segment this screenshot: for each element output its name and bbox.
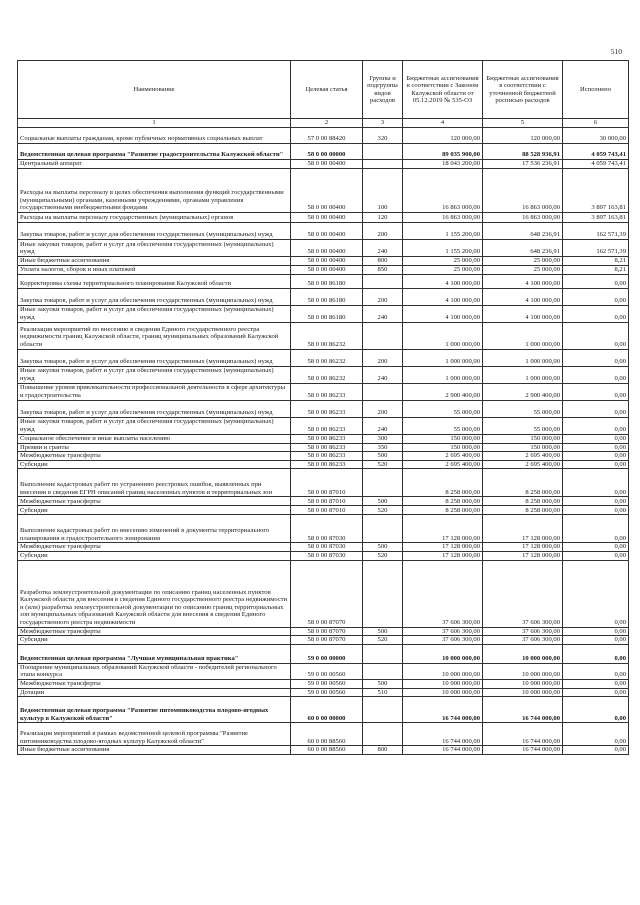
row-name: Закупка товаров, работ и услуг для обеспечения государственных (муниципальных) нужд — [18, 223, 291, 240]
row-target-article: 58 0 00 87030 — [291, 543, 363, 552]
header-target-article: Целевая статья — [291, 61, 363, 119]
column-number: 5 — [483, 119, 563, 128]
table-row — [18, 349, 629, 366]
row-name: Разработка землеустроительной документации по описанию границ населенных пунктов Калужской области для внесения в сведения Единого государственного реестра недвижимости и (или) разработка землеустроительной документации по описанию границ территориальных зон муниципальных образований Калужской области для внесения в сведения Единого государственного реестра недвижимости — [18, 560, 291, 627]
row-law-allocation: 1 155 200,00 — [403, 223, 483, 240]
row-law-allocation: 37 606 300,00 — [403, 636, 483, 645]
row-expense-group: 520 — [363, 506, 403, 515]
row-law-allocation: 2 900 400,00 — [403, 383, 483, 400]
row-target-article: 58 0 00 86233 — [291, 400, 363, 417]
row-refined-allocation: 648 236,91 — [483, 223, 563, 240]
row-target-article: 58 0 00 00000 — [291, 144, 363, 160]
table-row — [18, 746, 629, 755]
row-refined-allocation: 1 000 000,00 — [483, 366, 563, 383]
row-refined-allocation: 8 258 000,00 — [483, 506, 563, 515]
table-row — [18, 551, 629, 560]
row-name: Межбюджетные трансферты — [18, 679, 291, 688]
table-row — [18, 543, 629, 552]
row-refined-allocation: 16 744 000,00 — [483, 723, 563, 746]
row-expense-group — [363, 160, 403, 169]
row-executed: 0,00 — [563, 723, 629, 746]
row-law-allocation: 4 100 000,00 — [403, 288, 483, 305]
row-name: Корректировка схемы территориального планирования Калужской области — [18, 274, 291, 288]
header-name: Наименование — [18, 61, 291, 119]
table-row — [18, 688, 629, 697]
table-row — [18, 560, 629, 627]
row-target-article: 58 0 00 87030 — [291, 551, 363, 560]
row-law-allocation: 16 744 000,00 — [403, 723, 483, 746]
row-law-allocation: 8 258 000,00 — [403, 506, 483, 515]
table-row — [18, 644, 629, 663]
row-refined-allocation: 4 100 000,00 — [483, 288, 563, 305]
row-target-article: 58 0 00 87030 — [291, 515, 363, 543]
row-executed: 0,00 — [563, 515, 629, 543]
row-refined-allocation: 16 744 000,00 — [483, 746, 563, 755]
row-expense-group: 350 — [363, 443, 403, 452]
row-name: Реализация мероприятий по внесению в сведения Единого государственного реестра недвижимости границ Калужской области, границ муниципальных образований Калужской области — [18, 322, 291, 349]
row-target-article: 58 0 00 00400 — [291, 240, 363, 257]
table-row — [18, 257, 629, 266]
row-expense-group — [363, 322, 403, 349]
row-executed: 0,00 — [563, 644, 629, 663]
row-expense-group: 200 — [363, 349, 403, 366]
column-number: 6 — [563, 119, 629, 128]
row-law-allocation: 1 155 200,00 — [403, 240, 483, 257]
row-expense-group — [363, 274, 403, 288]
row-target-article: 58 0 00 87070 — [291, 560, 363, 627]
row-name: Ведомственная целевая программа "Лучшая муниципальная практика" — [18, 644, 291, 663]
table-row — [18, 434, 629, 443]
table-row — [18, 160, 629, 169]
column-number-row — [18, 119, 629, 128]
table-row — [18, 452, 629, 461]
row-name: Выполнение кадастровых работ по внесению изменений в документы территориального планирования и градостроительного зонирования — [18, 515, 291, 543]
row-expense-group: 240 — [363, 240, 403, 257]
table-row — [18, 213, 629, 223]
table-row — [18, 497, 629, 506]
row-target-article: 60 0 00 88560 — [291, 746, 363, 755]
table-body — [18, 128, 629, 755]
row-executed: 0,00 — [563, 663, 629, 679]
row-target-article: 59 0 00 00000 — [291, 644, 363, 663]
row-name: Иные закупки товаров, работ и услуг для обеспечения государственных (муниципальных) нужд — [18, 240, 291, 257]
row-target-article: 58 0 00 86233 — [291, 460, 363, 469]
row-law-allocation: 25 000,00 — [403, 257, 483, 266]
row-law-allocation: 120 000,00 — [403, 128, 483, 144]
row-law-allocation: 25 000,00 — [403, 265, 483, 274]
row-executed: 0,00 — [563, 627, 629, 636]
table-row — [18, 322, 629, 349]
row-law-allocation: 37 606 300,00 — [403, 560, 483, 627]
row-law-allocation: 18 043 200,00 — [403, 160, 483, 169]
row-executed: 162 571,39 — [563, 240, 629, 257]
row-law-allocation: 10 000 000,00 — [403, 644, 483, 663]
table-row — [18, 400, 629, 417]
row-executed: 0,00 — [563, 543, 629, 552]
table-row — [18, 366, 629, 383]
table-row — [18, 383, 629, 400]
row-refined-allocation: 37 606 300,00 — [483, 560, 563, 627]
row-law-allocation: 17 128 000,00 — [403, 551, 483, 560]
row-executed: 0,00 — [563, 636, 629, 645]
row-name: Поощрение муниципальных образований Калужской области - победителей регионального этапа конкурса — [18, 663, 291, 679]
table-row — [18, 417, 629, 434]
row-name: Ведомственная целевая программа "Развитие питомниководства плодово-ягодных культур в Калужской области" — [18, 697, 291, 723]
row-name: Уплата налогов, сборов и иных платежей — [18, 265, 291, 274]
row-executed: 0,00 — [563, 400, 629, 417]
row-law-allocation: 10 000 000,00 — [403, 663, 483, 679]
row-executed: 0,00 — [563, 417, 629, 434]
row-refined-allocation: 8 258 000,00 — [483, 469, 563, 497]
row-refined-allocation: 16 863 000,00 — [483, 213, 563, 223]
row-refined-allocation: 10 000 000,00 — [483, 679, 563, 688]
row-target-article: 58 0 00 86233 — [291, 443, 363, 452]
header-expense-group: Группы и подгруппы видов расходов — [363, 61, 403, 119]
row-name: Дотации — [18, 688, 291, 697]
row-target-article: 58 0 00 86180 — [291, 288, 363, 305]
row-expense-group: 800 — [363, 746, 403, 755]
table-row — [18, 169, 629, 213]
row-refined-allocation: 17 536 236,91 — [483, 160, 563, 169]
row-target-article: 58 0 00 87010 — [291, 469, 363, 497]
row-expense-group — [363, 383, 403, 400]
row-expense-group: 510 — [363, 688, 403, 697]
row-target-article: 58 0 00 87070 — [291, 627, 363, 636]
row-refined-allocation: 16 863 000,00 — [483, 169, 563, 213]
row-executed: 3 897 163,81 — [563, 213, 629, 223]
row-expense-group: 500 — [363, 452, 403, 461]
row-executed: 162 571,39 — [563, 223, 629, 240]
header-refined-allocation: Бюджетные ассигнования в соответствии с уточненной бюджетной росписью расходов — [483, 61, 563, 119]
row-name: Закупка товаров, работ и услуг для обеспечения государственных (муниципальных) нужд — [18, 349, 291, 366]
table-row — [18, 223, 629, 240]
row-target-article: 58 0 00 00400 — [291, 223, 363, 240]
row-refined-allocation: 2 695 400,00 — [483, 452, 563, 461]
row-law-allocation: 1 000 000,00 — [403, 366, 483, 383]
row-expense-group: 500 — [363, 679, 403, 688]
row-law-allocation: 17 128 000,00 — [403, 515, 483, 543]
row-name: Иные закупки товаров, работ и услуг для обеспечения государственных (муниципальных) нужд — [18, 305, 291, 322]
row-refined-allocation: 150 000,00 — [483, 434, 563, 443]
row-name: Выполнение кадастровых работ по устранению реестровых ошибок, выявленных при внесении в сведения ЕГРН описаний границ населенных пунктов и территориальных зон — [18, 469, 291, 497]
row-expense-group: 100 — [363, 169, 403, 213]
row-expense-group: 520 — [363, 551, 403, 560]
row-law-allocation: 17 128 000,00 — [403, 543, 483, 552]
table-row — [18, 663, 629, 679]
row-executed: 0,00 — [563, 434, 629, 443]
page-number: 510 — [610, 47, 622, 56]
row-executed: 0,00 — [563, 305, 629, 322]
row-name: Закупка товаров, работ и услуг для обеспечения государственных (муниципальных) нужд — [18, 400, 291, 417]
table-row — [18, 128, 629, 144]
table-row — [18, 679, 629, 688]
table-row — [18, 460, 629, 469]
row-law-allocation: 16 863 000,00 — [403, 169, 483, 213]
table-row — [18, 697, 629, 723]
row-refined-allocation: 37 606 300,00 — [483, 627, 563, 636]
row-target-article: 58 0 00 86180 — [291, 305, 363, 322]
row-expense-group: 320 — [363, 128, 403, 144]
row-expense-group — [363, 697, 403, 723]
table-row — [18, 636, 629, 645]
table-row — [18, 274, 629, 288]
row-name: Межбюджетные трансферты — [18, 497, 291, 506]
row-expense-group: 240 — [363, 366, 403, 383]
row-expense-group: 200 — [363, 223, 403, 240]
row-refined-allocation: 8 258 000,00 — [483, 497, 563, 506]
row-expense-group — [363, 515, 403, 543]
row-name: Премии и гранты — [18, 443, 291, 452]
row-refined-allocation: 25 000,00 — [483, 257, 563, 266]
table-row — [18, 240, 629, 257]
row-executed: 0,00 — [563, 349, 629, 366]
row-expense-group — [363, 723, 403, 746]
row-law-allocation: 2 695 400,00 — [403, 460, 483, 469]
row-name: Субсидии — [18, 460, 291, 469]
row-executed: 3 897 163,81 — [563, 169, 629, 213]
row-target-article: 59 0 00 00560 — [291, 679, 363, 688]
row-law-allocation: 16 863 000,00 — [403, 213, 483, 223]
table-row — [18, 443, 629, 452]
row-name: Ведомственная целевая программа "Развитие градостроительства Калужской области" — [18, 144, 291, 160]
column-number: 4 — [403, 119, 483, 128]
row-name: Межбюджетные трансферты — [18, 452, 291, 461]
row-expense-group: 200 — [363, 288, 403, 305]
row-refined-allocation: 10 000 000,00 — [483, 663, 563, 679]
row-expense-group — [363, 663, 403, 679]
row-refined-allocation: 1 000 000,00 — [483, 349, 563, 366]
row-law-allocation: 150 000,00 — [403, 443, 483, 452]
row-expense-group: 300 — [363, 434, 403, 443]
row-refined-allocation: 17 128 000,00 — [483, 515, 563, 543]
column-number: 1 — [18, 119, 291, 128]
row-refined-allocation: 25 000,00 — [483, 265, 563, 274]
row-refined-allocation: 4 100 000,00 — [483, 274, 563, 288]
table-row — [18, 506, 629, 515]
row-refined-allocation: 10 000 000,00 — [483, 644, 563, 663]
row-law-allocation: 1 000 000,00 — [403, 322, 483, 349]
row-target-article: 58 0 00 00400 — [291, 265, 363, 274]
row-target-article: 58 0 00 86180 — [291, 274, 363, 288]
row-expense-group: 240 — [363, 417, 403, 434]
row-executed: 0,00 — [563, 679, 629, 688]
row-name: Закупка товаров, работ и услуг для обеспечения государственных (муниципальных) нужд — [18, 288, 291, 305]
row-name: Иные закупки товаров, работ и услуг для обеспечения государственных (муниципальных) нужд — [18, 366, 291, 383]
header-row — [18, 61, 629, 119]
column-number: 2 — [291, 119, 363, 128]
row-executed: 0,00 — [563, 688, 629, 697]
row-law-allocation: 89 035 900,00 — [403, 144, 483, 160]
row-name: Иные бюджетные ассигнования — [18, 746, 291, 755]
row-target-article: 58 0 00 00400 — [291, 169, 363, 213]
header-executed: Исполнено — [563, 61, 629, 119]
row-refined-allocation: 37 606 300,00 — [483, 636, 563, 645]
row-expense-group — [363, 644, 403, 663]
row-executed: 0,00 — [563, 746, 629, 755]
row-target-article: 57 0 00 88420 — [291, 128, 363, 144]
table-row — [18, 469, 629, 497]
row-expense-group: 520 — [363, 460, 403, 469]
row-expense-group — [363, 469, 403, 497]
row-law-allocation: 55 000,00 — [403, 417, 483, 434]
row-refined-allocation: 1 000 000,00 — [483, 322, 563, 349]
row-executed: 0,00 — [563, 497, 629, 506]
row-target-article: 59 0 00 00560 — [291, 688, 363, 697]
row-expense-group: 240 — [363, 305, 403, 322]
row-executed: 0,00 — [563, 274, 629, 288]
row-target-article: 58 0 00 86233 — [291, 434, 363, 443]
header-law-allocation: Бюджетные ассигнования в соответствии с Законом Калужской области от 05.12.2019 № 535-ОЗ — [403, 61, 483, 119]
row-expense-group: 200 — [363, 400, 403, 417]
row-executed: 0,00 — [563, 452, 629, 461]
row-law-allocation: 16 744 000,00 — [403, 746, 483, 755]
row-target-article: 58 0 00 86233 — [291, 383, 363, 400]
column-number: 3 — [363, 119, 403, 128]
row-executed: 0,00 — [563, 697, 629, 723]
row-law-allocation: 8 258 000,00 — [403, 469, 483, 497]
row-refined-allocation: 120 000,00 — [483, 128, 563, 144]
row-refined-allocation: 150 000,00 — [483, 443, 563, 452]
row-executed: 4 059 743,41 — [563, 160, 629, 169]
row-name: Расходы на выплаты персоналу государственных (муниципальных) органов — [18, 213, 291, 223]
row-target-article: 58 0 00 00400 — [291, 257, 363, 266]
row-law-allocation: 4 100 000,00 — [403, 274, 483, 288]
row-name: Реализация мероприятий в рамках ведомственной целевой программы "Развитие питомниководства плодово-ягодных культур Калужской области" — [18, 723, 291, 746]
row-name: Субсидии — [18, 506, 291, 515]
row-executed: 0,00 — [563, 506, 629, 515]
row-expense-group — [363, 560, 403, 627]
row-executed: 0,00 — [563, 383, 629, 400]
row-target-article: 58 0 00 87010 — [291, 506, 363, 515]
row-name: Межбюджетные трансферты — [18, 627, 291, 636]
row-name: Расходы на выплаты персоналу в целях обеспечения выполнения функций государственными (муниципальными) органами, казенными учреждениями, органами управления государственными внебюджетными фондами — [18, 169, 291, 213]
row-name: Иные закупки товаров, работ и услуг для обеспечения государственных (муниципальных) нужд — [18, 417, 291, 434]
row-executed: 0,00 — [563, 560, 629, 627]
row-law-allocation: 1 000 000,00 — [403, 349, 483, 366]
row-expense-group: 800 — [363, 257, 403, 266]
row-target-article: 58 0 00 86232 — [291, 349, 363, 366]
row-refined-allocation: 17 128 000,00 — [483, 543, 563, 552]
table-row — [18, 265, 629, 274]
row-executed: 0,00 — [563, 288, 629, 305]
row-name: Повышение уровня привлекательности профессиональной деятельности в сфере архитектуры и градостроительства — [18, 383, 291, 400]
row-target-article: 58 0 00 00400 — [291, 213, 363, 223]
row-executed: 0,00 — [563, 322, 629, 349]
row-law-allocation: 8 258 000,00 — [403, 497, 483, 506]
row-target-article: 60 0 00 00000 — [291, 697, 363, 723]
row-executed: 30 000,00 — [563, 128, 629, 144]
row-law-allocation: 55 000,00 — [403, 400, 483, 417]
row-name: Межбюджетные трансферты — [18, 543, 291, 552]
row-expense-group: 850 — [363, 265, 403, 274]
row-executed: 8,21 — [563, 257, 629, 266]
row-target-article: 58 0 00 86233 — [291, 417, 363, 434]
table-row — [18, 515, 629, 543]
row-expense-group: 120 — [363, 213, 403, 223]
table-row — [18, 144, 629, 160]
row-target-article: 60 0 00 88560 — [291, 723, 363, 746]
row-refined-allocation: 10 000 000,00 — [483, 688, 563, 697]
row-executed: 0,00 — [563, 551, 629, 560]
budget-table — [17, 60, 629, 755]
row-executed: 0,00 — [563, 443, 629, 452]
table-row — [18, 627, 629, 636]
row-target-article: 58 0 00 87070 — [291, 636, 363, 645]
row-refined-allocation: 55 000,00 — [483, 417, 563, 434]
row-refined-allocation: 16 744 000,00 — [483, 697, 563, 723]
row-refined-allocation: 55 000,00 — [483, 400, 563, 417]
row-name: Иные бюджетные ассигнования — [18, 257, 291, 266]
row-expense-group: 500 — [363, 627, 403, 636]
table-row — [18, 288, 629, 305]
row-target-article: 58 0 00 86232 — [291, 366, 363, 383]
row-executed: 0,00 — [563, 366, 629, 383]
row-target-article: 58 0 00 00400 — [291, 160, 363, 169]
row-law-allocation: 4 100 000,00 — [403, 305, 483, 322]
row-expense-group: 500 — [363, 543, 403, 552]
row-refined-allocation: 648 236,91 — [483, 240, 563, 257]
row-target-article: 58 0 00 86232 — [291, 322, 363, 349]
row-expense-group — [363, 144, 403, 160]
row-executed: 0,00 — [563, 460, 629, 469]
row-target-article: 59 0 00 00560 — [291, 663, 363, 679]
row-law-allocation: 150 000,00 — [403, 434, 483, 443]
row-executed: 4 059 743,41 — [563, 144, 629, 160]
row-law-allocation: 10 000 000,00 — [403, 679, 483, 688]
row-executed: 0,00 — [563, 469, 629, 497]
row-target-article: 58 0 00 86233 — [291, 452, 363, 461]
row-law-allocation: 37 606 300,00 — [403, 627, 483, 636]
row-name: Социальные выплаты гражданам, кроме публичных нормативных социальных выплат — [18, 128, 291, 144]
row-refined-allocation: 17 128 000,00 — [483, 551, 563, 560]
row-name: Субсидии — [18, 636, 291, 645]
row-law-allocation: 16 744 000,00 — [403, 697, 483, 723]
table-row — [18, 723, 629, 746]
row-name: Социальное обеспечение и иные выплаты населению — [18, 434, 291, 443]
row-refined-allocation: 88 528 936,91 — [483, 144, 563, 160]
row-executed: 8,21 — [563, 265, 629, 274]
table-row — [18, 305, 629, 322]
row-law-allocation: 2 695 400,00 — [403, 452, 483, 461]
row-expense-group: 520 — [363, 636, 403, 645]
row-refined-allocation: 2 695 400,00 — [483, 460, 563, 469]
row-name: Центральный аппарат — [18, 160, 291, 169]
row-expense-group: 500 — [363, 497, 403, 506]
row-refined-allocation: 4 100 000,00 — [483, 305, 563, 322]
row-name: Субсидии — [18, 551, 291, 560]
row-target-article: 58 0 00 87010 — [291, 497, 363, 506]
row-refined-allocation: 2 900 400,00 — [483, 383, 563, 400]
row-law-allocation: 10 000 000,00 — [403, 688, 483, 697]
